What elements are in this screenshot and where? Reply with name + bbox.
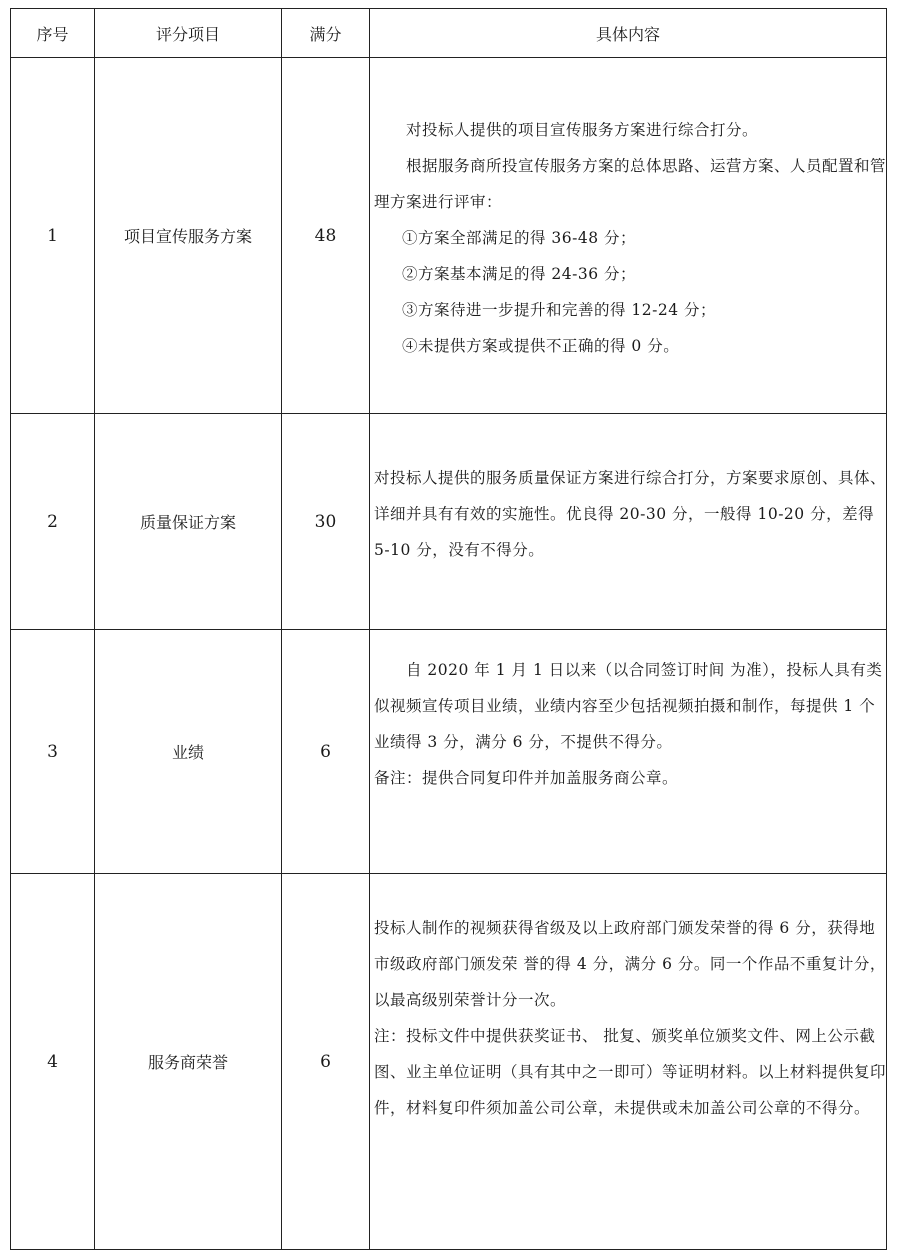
header-content: 具体内容 xyxy=(370,9,887,58)
table-row xyxy=(11,58,887,414)
row-full-score: 30 xyxy=(282,414,370,630)
content-paragraph: 自 2020 年 1 月 1 日以来（以合同签订时间 为准），投标人具有类似视频宣传项目业绩，业绩内容至少包括视频拍摄和制作，每提供 1 个业绩得 3 分，满分 6 分，不提供不得分。 xyxy=(374,661,883,751)
row-content xyxy=(370,414,887,630)
row-item: 业绩 xyxy=(95,630,282,874)
content-paragraph: 对投标人提供的项目宣传服务方案进行综合打分。 xyxy=(406,121,759,139)
row-index: 3 xyxy=(11,630,95,874)
scoring-table xyxy=(10,8,887,1250)
row-full-score: 48 xyxy=(282,58,370,414)
row-content xyxy=(370,630,887,874)
table-row xyxy=(11,874,887,1250)
content-list-item: ④未提供方案或提供不正确的得 0 分。 xyxy=(402,337,680,355)
content-list-item: ③方案待进一步提升和完善的得 12-24 分； xyxy=(402,301,717,319)
row-content xyxy=(370,874,887,1250)
header-row xyxy=(11,9,887,58)
table-row xyxy=(11,414,887,630)
row-index: 4 xyxy=(11,874,95,1250)
row-index: 2 xyxy=(11,414,95,630)
header-full-score: 满分 xyxy=(282,9,370,58)
row-content xyxy=(370,58,887,414)
header-item: 评分项目 xyxy=(95,9,282,58)
content-paragraph: 根据服务商所投宣传服务方案的总体思路、运营方案、人员配置和管理方案进行评审： xyxy=(374,157,887,211)
content-paragraph: 投标人制作的视频获得省级及以上政府部门颁发荣誉的得 6 分，获得地市级政府部门颁发荣 誉的得 4 分，满分 6 分。同一个作品不重复计分，以最高级别荣誉计分一次。 xyxy=(374,919,886,1009)
content-note: 注：投标文件中提供获奖证书、 批复、颁奖单位颁奖文件、网上公示截图、业主单位证明（具有其中之一即可）等证明材料。以上材料提供复印件，材料复印件须加盖公司公章，未提供或未加盖公司公章的不得分。 xyxy=(374,1027,887,1117)
content-paragraph: 对投标人提供的服务质量保证方案进行综合打分，方案要求原创、具体、详细并具有有效的实施性。优良得 20-30 分，一般得 10-20 分，差得 5-10 分，没有不得分。 xyxy=(374,469,887,559)
row-item: 项目宣传服务方案 xyxy=(95,58,282,414)
row-full-score: 6 xyxy=(282,630,370,874)
row-item: 质量保证方案 xyxy=(95,414,282,630)
content-list-item: ②方案基本满足的得 24-36 分； xyxy=(402,265,637,283)
row-index: 1 xyxy=(11,58,95,414)
content-note: 备注：提供合同复印件并加盖服务商公章。 xyxy=(374,769,679,787)
content-list-item: ①方案全部满足的得 36-48 分； xyxy=(402,229,637,247)
row-full-score: 6 xyxy=(282,874,370,1250)
row-item: 服务商荣誉 xyxy=(95,874,282,1250)
table-row xyxy=(11,630,887,874)
header-index: 序号 xyxy=(11,9,95,58)
